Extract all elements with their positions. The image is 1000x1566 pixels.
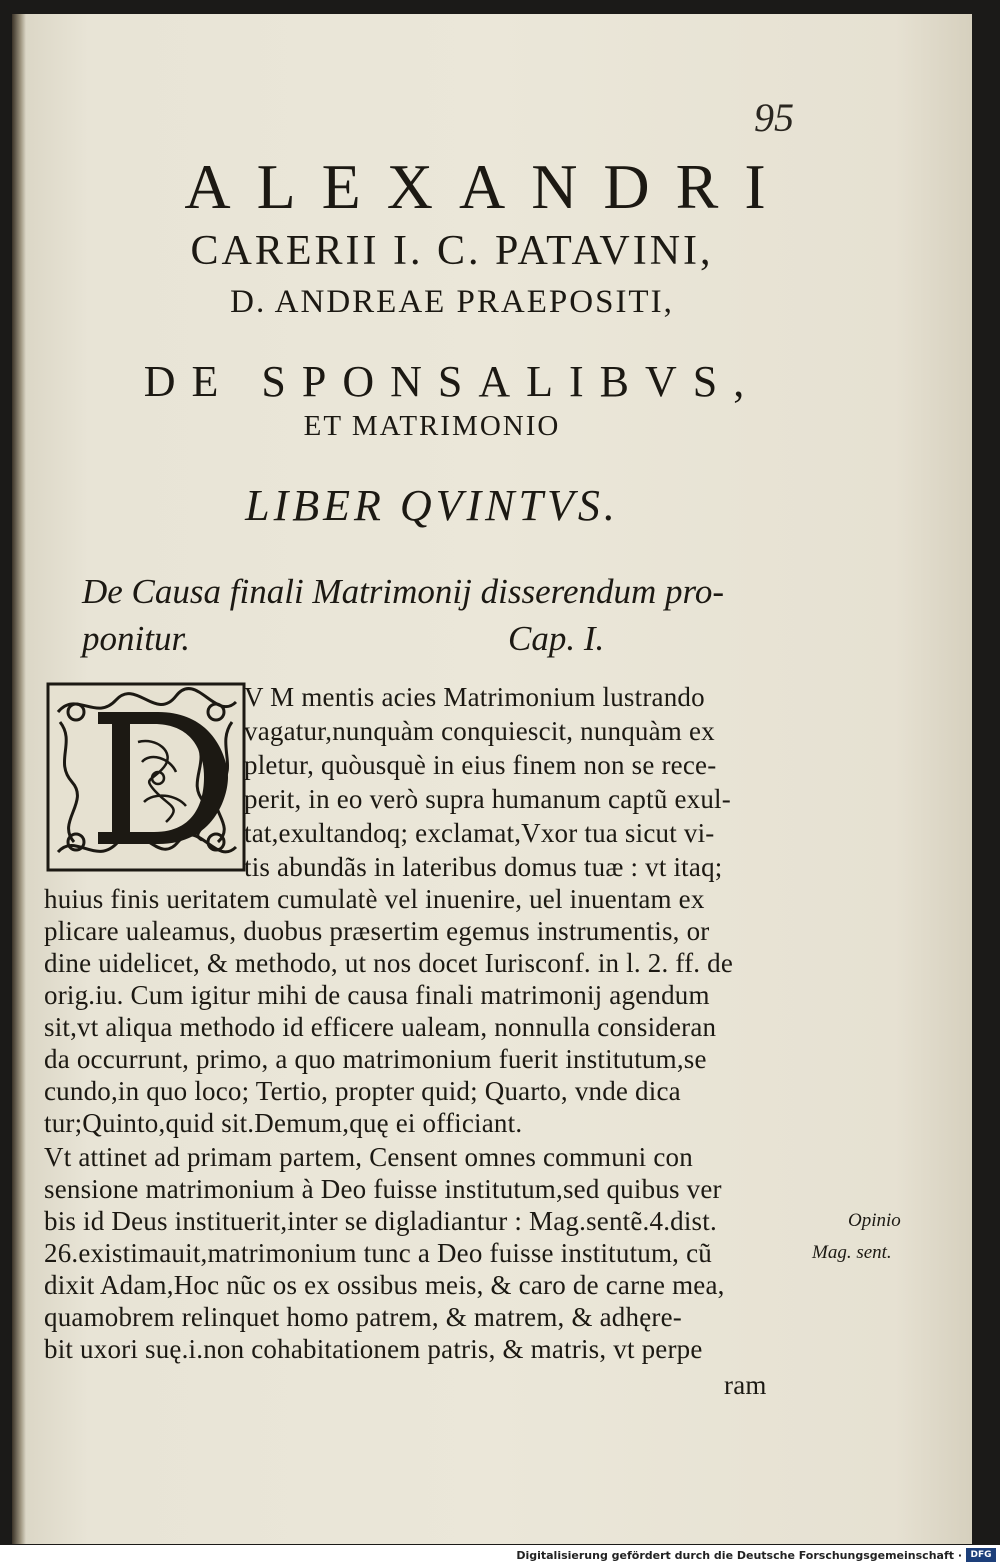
- chapter-heading: [82, 568, 842, 662]
- body-line: Vt attinet ad primam partem, Censent omnes communi con: [44, 1142, 693, 1172]
- body-line: huius finis ueritatem cumulatè vel inuenire, uel inuentam ex: [44, 884, 705, 914]
- title-author-office: D. ANDREAE PRAEPOSITI,: [230, 284, 674, 320]
- body-line: sit,vt aliqua methodo id efficere ualeam, nonnulla consideran: [44, 1012, 717, 1042]
- body-line: da occurrunt, primo, a quo matrimonium fuerit institutum,se: [44, 1044, 707, 1074]
- body-line: sensione matrimonium à Deo fuisse institutum,sed quibus ver: [44, 1174, 722, 1204]
- decorated-initial-letter: [46, 682, 246, 872]
- body-line: tur;Quinto,quid sit.Demum,quę ei officiant.: [44, 1108, 523, 1138]
- title-author-origin: CARERII I. C. PATAVINI,: [190, 228, 714, 274]
- body-line: bit uxori suę.i.non cohabitationem patris, & matris, vt perpe: [44, 1334, 703, 1364]
- body-line: cundo,in quo loco; Tertio, propter quid; Quarto, vnde dica: [44, 1076, 681, 1106]
- page-number: 95: [754, 95, 794, 140]
- book-page: [12, 14, 972, 1544]
- body-line: pletur, quòusquè in eius finem non se rece-: [244, 750, 717, 780]
- body-line: 26.existimauit,matrimonium tunc a Deo fuisse institutum, cũ: [44, 1238, 712, 1268]
- footer-bar: [0, 1546, 1000, 1566]
- body-line: V M mentis acies Matrimonium lustrando: [244, 682, 705, 712]
- body-line: vagatur,nunquàm conquiescit, nunquàm ex: [244, 716, 715, 746]
- body-line: tat,exultandoq; exclamat,Vxor tua sicut vi-: [244, 818, 715, 848]
- digitization-credit: Digitalisierung gefördert durch die Deutsche Forschungsgemeinschaft ·: [516, 1549, 962, 1562]
- bleed-through-shadow: [202, 80, 702, 120]
- title-author: ALEXANDRI: [184, 151, 792, 222]
- marginal-note-line2: Mag. sent.: [812, 1242, 892, 1263]
- chapter-heading-line1: De Causa finali Matrimonij disserendum pro-: [82, 572, 724, 611]
- body-line: plicare ualeamus, duobus præsertim egemus instrumentis, or: [44, 916, 710, 946]
- body-line: tis abundãs in lateribus domus tuæ : vt itaq;: [244, 852, 723, 882]
- marginal-note-line1: Opinio: [848, 1210, 901, 1231]
- body-line: quamobrem relinquet homo patrem, & matrem, & adhęre-: [44, 1302, 682, 1332]
- body-line: orig.iu. Cum igitur mihi de causa finali matrimonij agendum: [44, 980, 710, 1010]
- dfg-logo: DFG: [966, 1548, 996, 1562]
- title-work: DE SPONSALIBVS,: [143, 357, 761, 406]
- body-line: bis id Deus instituerit,inter se digladiantur : Mag.sentẽ.4.dist.: [44, 1206, 717, 1236]
- chapter-heading-line2: ponitur.: [82, 619, 190, 658]
- title-work-cont: ET MATRIMONIO: [303, 410, 561, 442]
- body-line: dixit Adam,Hoc nũc os ex ossibus meis, & caro de carne mea,: [44, 1270, 725, 1300]
- body-line: dine uidelicet, & methodo, ut nos docet Iurisconf. in l. 2. ff. de: [44, 948, 734, 978]
- chapter-number: Cap. I.: [508, 619, 605, 658]
- catchword: ram: [724, 1370, 767, 1400]
- book-title: LIBER QVINTVS.: [245, 481, 619, 530]
- body-line: perit, in eo verò supra humanum captũ exul-: [244, 784, 731, 814]
